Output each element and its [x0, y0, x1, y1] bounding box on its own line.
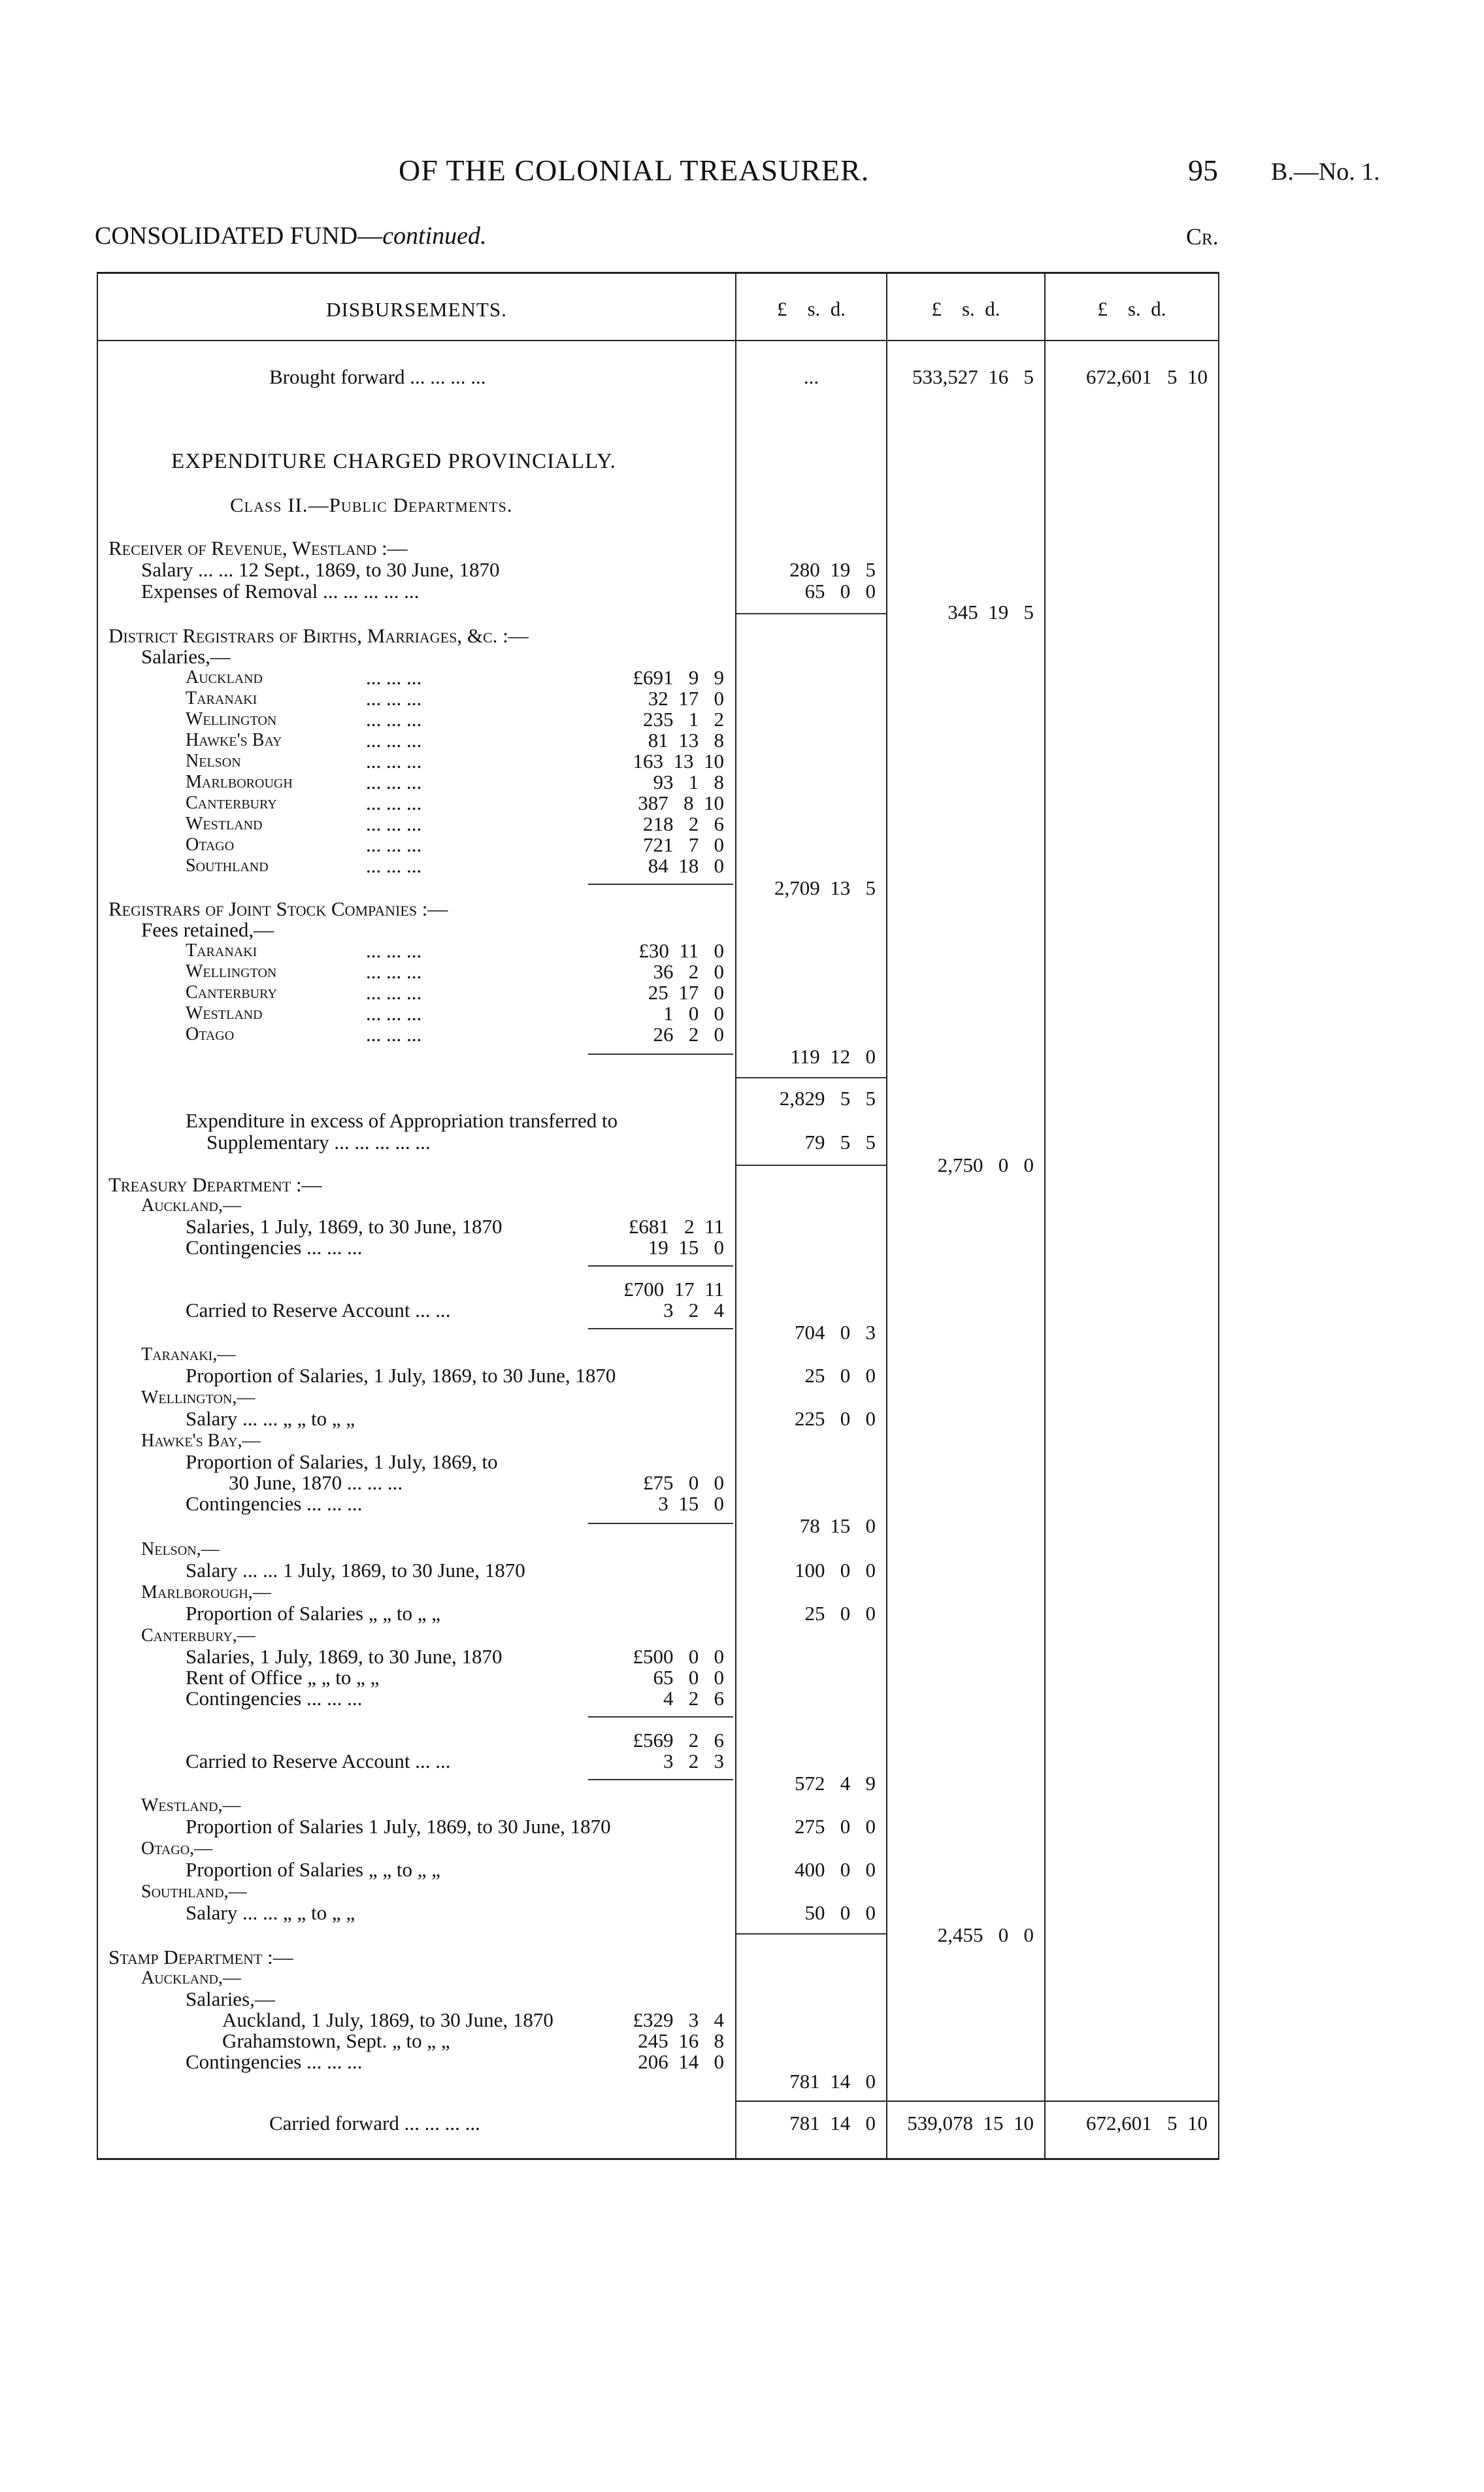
treasury-canterbury-salaries: Salaries, 1 July, 1869, to 30 June, 1870 — [186, 1645, 503, 1668]
joint-stock-amount: 36 2 0 — [653, 960, 724, 983]
joint-stock-dots: ... ... ... — [366, 981, 422, 1004]
receiver-salary-c1: 280 19 5 — [789, 558, 876, 581]
district-amount: 387 8 10 — [638, 791, 724, 814]
treasury-taranaki-line: Proportion of Salaries, 1 July, 1869, to 30 June, 1870 — [186, 1364, 616, 1387]
treasury-westland: Westland,— — [141, 1795, 241, 1816]
treasury-auckland-contingencies: Contingencies ... ... ... — [186, 1236, 363, 1259]
treasury-canterbury-rent: Rent of Office „ „ to „ „ — [186, 1666, 380, 1689]
stamp-row-label: Auckland, 1 July, 1869, to 30 June, 1870 — [222, 2008, 553, 2031]
joint-stock-name: Otago — [186, 1024, 235, 1044]
treasury-canterbury-reserve: Carried to Reserve Account ... ... — [186, 1750, 451, 1772]
treasury-hawkes-rule — [588, 1523, 733, 1524]
joint-stock-dots: ... ... ... — [366, 939, 422, 962]
district-dots: ... ... ... — [366, 771, 422, 793]
treasury-auckland-salaries-amt: £681 2 11 — [628, 1215, 724, 1238]
carried-forward-c2: 539,078 15 10 — [907, 2112, 1034, 2135]
carried-forward-label: Carried forward ... ... ... ... — [269, 2112, 480, 2135]
joint-stock-dots: ... ... ... — [366, 960, 422, 983]
treasury-canterbury-salaries-amt: £500 0 0 — [633, 1645, 724, 1668]
brought-forward-c2: 533,527 16 5 — [912, 365, 1034, 388]
column2-header: £ s. d. — [931, 297, 1000, 320]
treasury-canterbury-rule — [588, 1716, 733, 1718]
joint-stock-name: Canterbury — [186, 982, 277, 1003]
treasury-hawkes-line2: 30 June, 1870 ... ... ... — [229, 1471, 403, 1494]
treasury-canterbury-sum: £569 2 6 — [633, 1729, 724, 1752]
joint-stock-subtotal-rule — [736, 1077, 886, 1078]
receiver-expenses-c1: 65 0 0 — [804, 580, 876, 603]
receiver-total-c2: 345 19 5 — [948, 601, 1034, 623]
registrars-subtotal-c1: 2,829 5 5 — [779, 1087, 876, 1110]
treasury-westland-line: Proportion of Salaries 1 July, 1869, to 30 June, 1870 — [186, 1815, 611, 1838]
class-heading: Class II.—Public Departments. — [230, 493, 513, 516]
brought-forward-c3: 672,601 5 10 — [1086, 365, 1208, 388]
excess-total-c2: 2,750 0 0 — [937, 1154, 1034, 1176]
district-dots: ... ... ... — [366, 854, 422, 877]
treasury-marlborough-line: Proportion of Salaries „ „ to „ „ — [186, 1602, 440, 1625]
treasury-southland: Southland,— — [141, 1882, 247, 1902]
treasury-heading: Treasury Department :— — [108, 1173, 322, 1196]
treasury-canterbury-net-c1: 572 4 9 — [795, 1772, 876, 1795]
district-amount: 721 7 0 — [643, 833, 724, 856]
document-reference: B.—No. 1. — [1271, 158, 1380, 186]
receiver-heading: Receiver of Revenue, Westland :— — [108, 537, 408, 559]
treasury-auckland-reserve-rule — [588, 1328, 733, 1329]
district-rule — [588, 884, 733, 885]
excess-line1: Expenditure in excess of Appropriation transferred to — [186, 1109, 618, 1132]
district-dots: ... ... ... — [366, 812, 422, 835]
district-amount: 81 13 8 — [648, 729, 724, 752]
stamp-row-label: Grahamstown, Sept. „ to „ „ — [222, 2029, 450, 2052]
treasury-hawkes-contingencies: Contingencies ... ... ... — [186, 1492, 363, 1515]
fund-heading: CONSOLIDATED FUND—continued. — [95, 222, 487, 250]
treasury-southland-line: Salary ... ... „ „ to „ „ — [186, 1901, 355, 1924]
district-name: Canterbury — [186, 793, 277, 813]
treasury-canterbury-contingencies-amt: 4 2 6 — [663, 1687, 724, 1710]
district-dots: ... ... ... — [366, 687, 422, 710]
district-amount: 163 13 10 — [633, 750, 724, 773]
treasury-marlborough-c1: 25 0 0 — [804, 1602, 876, 1625]
district-name: Southland — [186, 856, 269, 876]
stamp-sub: Salaries,— — [186, 1987, 275, 2010]
district-amount: 32 17 0 — [648, 687, 724, 710]
joint-stock-total-c1: 119 12 0 — [790, 1045, 876, 1068]
treasury-otago-c1: 400 0 0 — [795, 1858, 876, 1881]
joint-stock-rule — [588, 1054, 733, 1055]
receiver-salary-label: Salary ... ... 12 Sept., 1869, to 30 June, 1870 — [141, 558, 500, 581]
treasury-total-c2: 2,455 0 0 — [937, 1923, 1034, 1946]
joint-stock-amount: £30 11 0 — [638, 939, 724, 962]
table-left-border — [97, 272, 98, 2160]
stamp-contingencies-amt: 206 14 0 — [638, 2050, 724, 2073]
district-dots: ... ... ... — [366, 833, 422, 856]
joint-stock-amount: 26 2 0 — [653, 1023, 724, 1046]
treasury-otago: Otago,— — [141, 1838, 213, 1859]
district-dots: ... ... ... — [366, 791, 422, 814]
joint-stock-name: Westland — [186, 1003, 263, 1023]
district-name: Marlborough — [186, 772, 293, 792]
district-heading: District Registrars of Births, Marriages, &c. :— — [108, 624, 529, 647]
treasury-hawkes-line2-amt: £75 0 0 — [643, 1471, 724, 1494]
district-amount: £691 9 9 — [633, 666, 724, 689]
table-top-border — [97, 272, 1219, 274]
treasury-nelson: Nelson,— — [141, 1539, 220, 1559]
table-right-border — [1218, 272, 1219, 2160]
district-name: Westland — [186, 814, 263, 834]
district-amount: 235 1 2 — [643, 708, 724, 731]
column3-header: £ s. d. — [1097, 297, 1166, 320]
section-title: EXPENDITURE CHARGED PROVINCIALLY. — [171, 450, 616, 473]
carried-forward-c3: 672,601 5 10 — [1086, 2112, 1208, 2135]
treasury-auckland-net-c1: 704 0 3 — [795, 1321, 876, 1344]
page-number: 95 — [1188, 154, 1218, 187]
treasury-hawkes-bay: Hawke's Bay,— — [141, 1431, 261, 1451]
treasury-auckland-contingencies-amt: 19 15 0 — [648, 1236, 724, 1259]
header-divider — [97, 340, 1219, 341]
joint-stock-dots: ... ... ... — [366, 1023, 422, 1046]
treasury-hawkes-line1: Proportion of Salaries, 1 July, 1869, to — [186, 1450, 498, 1473]
credit-label: Cr. — [1186, 224, 1219, 250]
district-amount: 93 1 8 — [653, 771, 724, 793]
treasury-taranaki: Taranaki,— — [141, 1344, 236, 1365]
joint-stock-dots: ... ... ... — [366, 1002, 422, 1025]
treasury-wellington-c1: 225 0 0 — [795, 1407, 876, 1430]
district-name: Taranaki — [186, 688, 257, 708]
treasury-canterbury: Canterbury,— — [141, 1625, 256, 1646]
district-sub: Salaries,— — [141, 645, 231, 668]
district-name: Hawke's Bay — [186, 730, 282, 750]
excess-c1: 79 5 5 — [804, 1131, 876, 1154]
column-divider-2 — [886, 272, 887, 2160]
excess-line2: Supplementary ... ... ... ... ... — [206, 1131, 431, 1154]
carried-forward-rule — [736, 2101, 1218, 2102]
district-name: Wellington — [186, 709, 277, 729]
disbursements-header: DISBURSEMENTS. — [326, 298, 507, 321]
treasury-hawkes-contingencies-amt: 3 15 0 — [658, 1492, 724, 1515]
treasury-westland-c1: 275 0 0 — [795, 1815, 876, 1838]
joint-stock-name: Taranaki — [186, 940, 257, 961]
treasury-auckland-sum: £700 17 11 — [623, 1278, 724, 1301]
treasury-nelson-c1: 100 0 0 — [795, 1559, 876, 1582]
stamp-auckland: Auckland,— — [141, 1968, 241, 1988]
treasury-auckland-rule — [588, 1265, 733, 1267]
column-divider-3 — [1044, 272, 1046, 2160]
treasury-rule — [736, 1933, 886, 1935]
district-name: Nelson — [186, 751, 241, 771]
treasury-auckland-salaries: Salaries, 1 July, 1869, to 30 June, 1870 — [186, 1215, 503, 1238]
treasury-canterbury-rent-amt: 65 0 0 — [653, 1666, 724, 1689]
joint-stock-heading: Registrars of Joint Stock Companies :— — [108, 897, 448, 920]
district-dots: ... ... ... — [366, 750, 422, 773]
receiver-expenses-label: Expenses of Removal ... ... ... ... ... — [141, 580, 420, 603]
treasury-southland-c1: 50 0 0 — [804, 1901, 876, 1924]
district-dots: ... ... ... — [366, 666, 422, 689]
district-dots: ... ... ... — [366, 729, 422, 752]
treasury-auckland: Auckland,— — [141, 1195, 241, 1216]
treasury-hawkes-c1: 78 15 0 — [799, 1514, 876, 1537]
district-amount: 218 2 6 — [643, 812, 724, 835]
table-bottom-border — [97, 2158, 1219, 2160]
treasury-canterbury-reserve-amt: 3 2 3 — [663, 1750, 724, 1772]
treasury-wellington: Wellington,— — [141, 1387, 256, 1408]
treasury-auckland-reserve-amt: 3 2 4 — [663, 1299, 724, 1321]
receiver-rule — [736, 613, 886, 614]
stamp-row-amount: 245 16 8 — [638, 2029, 724, 2052]
district-dots: ... ... ... — [366, 708, 422, 731]
treasury-otago-line: Proportion of Salaries „ „ to „ „ — [186, 1858, 440, 1881]
treasury-auckland-reserve: Carried to Reserve Account ... ... — [186, 1299, 451, 1321]
treasury-marlborough: Marlborough,— — [141, 1582, 271, 1603]
stamp-c1: 781 14 0 — [789, 2070, 876, 2093]
treasury-taranaki-c1: 25 0 0 — [804, 1364, 876, 1387]
stamp-heading: Stamp Department :— — [108, 1946, 293, 1969]
brought-forward-label: Brought forward ... ... ... ... — [269, 365, 486, 388]
column1-header: £ s. d. — [776, 297, 846, 320]
treasury-canterbury-reserve-rule — [588, 1779, 733, 1780]
column-divider-1 — [735, 272, 736, 2160]
joint-stock-name: Wellington — [186, 961, 277, 982]
joint-stock-amount: 1 0 0 — [663, 1002, 724, 1025]
district-total-c1: 2,709 13 5 — [774, 876, 876, 899]
district-amount: 84 18 0 — [648, 854, 724, 877]
treasury-wellington-line: Salary ... ... „ „ to „ „ — [186, 1407, 355, 1430]
brought-forward-c1: ... — [803, 365, 819, 388]
treasury-canterbury-contingencies: Contingencies ... ... ... — [186, 1687, 363, 1710]
district-name: Otago — [186, 835, 235, 855]
stamp-contingencies: Contingencies ... ... ... — [186, 2050, 363, 2073]
stamp-row-amount: £329 3 4 — [633, 2008, 724, 2031]
excess-rule — [736, 1165, 886, 1166]
joint-stock-sub: Fees retained,— — [141, 918, 274, 941]
joint-stock-amount: 25 17 0 — [648, 981, 724, 1004]
district-name: Auckland — [186, 667, 263, 688]
page-title: OF THE COLONIAL TREASURER. — [399, 154, 870, 187]
carried-forward-c1: 781 14 0 — [789, 2112, 876, 2135]
treasury-nelson-line: Salary ... ... 1 July, 1869, to 30 June, 1870 — [186, 1559, 525, 1582]
